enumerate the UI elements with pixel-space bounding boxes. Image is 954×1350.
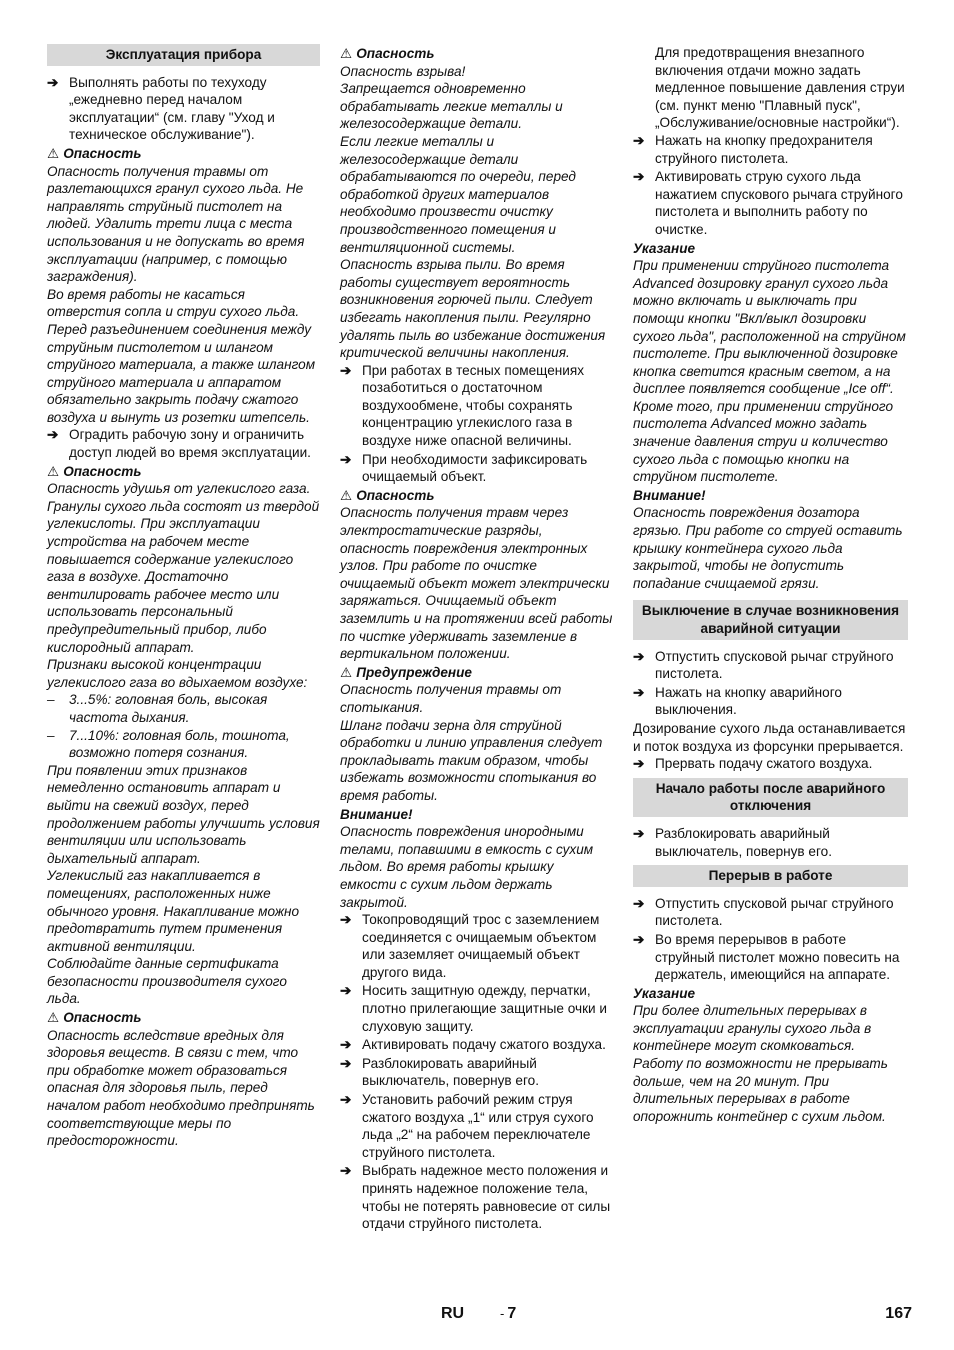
warning-title: ⚠ Предупреждение xyxy=(340,664,472,680)
list-item: ➔ Оградить рабочую зону и ограничить доступ людей во время эксплуатации. xyxy=(47,427,311,461)
note-title: Указание xyxy=(633,240,696,256)
list-item: ➔ При необходимости зафиксировать очищаемый объект. xyxy=(340,451,588,485)
warning-triangle-icon: ⚠ xyxy=(47,1010,60,1026)
warning-triangle-icon: ⚠ xyxy=(340,664,353,680)
warning-text: Опасность получения травмы от разлетающихся гранул сухого льда. Не направлять струйный пистолет на людей. Удалить трети лица с места использования и не допускать во время эксплуатации (например, с помощью заграждения). xyxy=(47,163,305,285)
arrow-right-icon: ➔ xyxy=(633,895,645,911)
warning-text: Если легкие металлы и железосодержащие детали обрабатываются по очереди, перед обработкой других материалов необходимо произвести очистку производственного помещения и вентиляционной системы. xyxy=(340,133,576,255)
warning-title: ⚠ Опасность xyxy=(47,1010,142,1026)
arrow-right-icon: ➔ xyxy=(340,1092,352,1108)
attention-text: Опасность повреждения инородными телами, попавшими в емкость с сухим льдом. Во время работы крышку емкости с сухим льдом держать закрытой. xyxy=(340,824,594,910)
warning-text: Опасность вследствие вредных для здоровья веществ. В связи с тем, что при обработке может образоваться опасная для здоровья пыль, перед началом работ необходимо предпринять соответствующие меры по предосторожности. xyxy=(47,1027,315,1149)
list-item: ➔ Нажать на кнопку предохранителя струйного пистолета. xyxy=(633,132,873,166)
list-item: ➔ Во время перерывов в работе струйный пистолет можно повесить на держатель, имеющийся на аппарате. xyxy=(633,931,900,983)
warning-text: Во время работы не касаться отверстия сопла и струи сухого льда. xyxy=(47,286,300,320)
list-item: ➔ Установить рабочий режим струя сжатого воздуха „1“ или струя сухого льда „2“ на рабочем переключателе струйного пистолета. xyxy=(340,1092,594,1160)
warning-triangle-icon: ⚠ xyxy=(47,463,60,479)
warning-text: Опасность получения травмы от спотыкания. xyxy=(340,682,562,715)
paragraph: Дозирование сухого льда останавливается и поток воздуха из форсунки прерывается. xyxy=(633,720,906,754)
attention-title: Внимание! xyxy=(633,487,706,503)
warning-text: Опасность взрыва! xyxy=(340,63,466,79)
paragraph: Для предотвращения внезапного включения отдачи можно задать медленное повышение давления струи (см. пункт меню "Плавный пуск", „Обслуживание/основные настройки“). xyxy=(655,45,905,131)
dash-item: – 3...5%: головная боль, высокая частота дыхания. xyxy=(47,692,268,725)
list-item: ➔ Выполнять работы по техуходу „ежедневно перед началом эксплуатации“ (см. главу "Уход и техническое обслуживание"). xyxy=(47,74,275,143)
warning-text: Опасность удушья от углекислого газа. Гранулы сухого льда состоят из твердой углекислоты. При эксплуатации устройства на рабочем месте повышается содержание углекислого газа в воздухе. Достаточно вентилировать рабочее место или использовать персональный предупредительный прибор, либо кислородный аппарат. xyxy=(47,481,320,655)
warning-text: Перед разъединением соединения между струйным пистолетом и шлангом струйного материала, а также шлангом струйного материала и аппаратом обязательно закрыть подачу сжатого воздуха и вынуть из розетки штепсель. xyxy=(47,321,316,425)
language-code: RU xyxy=(441,1305,465,1322)
list-item: ➔ Нажать на кнопку аварийного выключения. xyxy=(633,684,842,718)
warning-text: Соблюдайте данные сертификата безопасности производителя сухого льда. xyxy=(47,956,287,1007)
arrow-right-icon: ➔ xyxy=(340,1163,352,1179)
warning-text: Опасность взрыва пыли. Во время работы существует вероятность возникновения горючей пыли. Следует избегать накопления пыли. Регулярно удалять пыль во избежание достижения критической величины накопления. xyxy=(340,257,606,361)
list-item: ➔ При работах в тесных помещениях позаботиться о достаточном воздухообмене, чтобы сохранять концентрацию углекислого газа в воздухе ниже опасной величины. xyxy=(340,362,585,449)
attention-title: Внимание! xyxy=(340,806,413,822)
list-item: ➔ Активировать подачу сжатого воздуха. xyxy=(340,1037,606,1053)
arrow-right-icon: ➔ xyxy=(47,427,59,443)
page-number: 167 xyxy=(885,1305,912,1322)
warning-triangle-icon: ⚠ xyxy=(340,487,353,503)
section-heading: Перерыв в работе xyxy=(633,865,908,887)
note-text: Кроме того, при применении струйного пистолета Advanced можно задать значение давления струи и количество сухого льда с помощью кнопки на струйном пистолете. xyxy=(633,398,894,485)
column-3 xyxy=(633,44,908,1125)
arrow-right-icon: ➔ xyxy=(340,451,352,467)
warning-title: ⚠ Опасность xyxy=(47,463,142,479)
column-2 xyxy=(340,44,613,1234)
page-footer xyxy=(0,1305,954,1329)
list-item: ➔ Активировать струю сухого льда нажатием спускового рычага струйного пистолета и выполнить работу по очистке. xyxy=(633,169,903,237)
arrow-right-icon: ➔ xyxy=(340,983,352,999)
list-item: ➔ Отпустить спусковой рычаг струйного пистолета. xyxy=(633,895,894,929)
list-item: ➔ Прервать подачу сжатого воздуха. xyxy=(633,756,873,772)
warning-title: ⚠ Опасность xyxy=(47,145,142,161)
section-page: - 7 xyxy=(500,1305,517,1322)
section-heading: Выключение в случае возникновения аварийной ситуации xyxy=(633,600,908,639)
note-text: При применении струйного пистолета Advanced дозировку гранул сухого льда можно включать и выключать при помощи кнопки "Вкл/выкл дозировки сухого льда", расположенной на струйном пистолете. При выключенной дозировке кнопка светится красным светом, а на дисплее появляется сообщение „Ice off“. xyxy=(633,258,906,397)
arrow-right-icon: ➔ xyxy=(340,362,352,378)
arrow-right-icon: ➔ xyxy=(340,1055,352,1071)
warning-text: Углекислый газ накапливается в помещениях, расположенных ниже обычного уровня. Накапливание можно предотвратить путем применения активной вентиляции. xyxy=(47,868,300,954)
list-item: ➔ Носить защитную одежду, перчатки, плотно прилегающие защитные очки и слуховую защиту. xyxy=(340,983,607,1034)
arrow-right-icon: ➔ xyxy=(340,1037,352,1053)
warning-text: Шланг подачи зерна для струйной обработки и линию управления следует прокладывать таким образом, чтобы избежать возможности спотыкания во время работы. xyxy=(340,717,603,803)
list-item: ➔ Выбрать надежное место положения и принять надежное положение тела, чтобы не потерять равновесие от силы отдачи струйного пистолета. xyxy=(340,1163,611,1232)
note-title: Указание xyxy=(633,985,696,1001)
warning-text: Запрещается одновременно обрабатывать легкие металлы и железосодержащие детали. xyxy=(340,81,563,132)
arrow-right-icon: ➔ xyxy=(633,825,645,841)
list-item: ➔ Токопроводящий трос с заземлением соединяется с очищаемым объектом или заземляет очищаемый объект другого вида. xyxy=(340,912,600,980)
warning-text: Признаки высокой концентрации углекислого газа во вдыхаемом воздухе: xyxy=(47,657,308,690)
arrow-right-icon: ➔ xyxy=(633,756,645,772)
warning-title: ⚠ Опасность xyxy=(340,487,435,503)
warning-text: Опасность получения травм через электростатические разряды, опасность повреждения электронных узлов. При работе по очистке очищаемый объект может электрически заряжаться. Очищаемый объект заземлить и на протяжении всей работы по чистке удерживать заземление в вертикальном положении. xyxy=(340,505,613,662)
attention-text: Опасность повреждения дозатора грязью. При работе со струей оставить крышку контейнера сухого льда закрытой, чтобы не допустить попадание счищаемой грязи. xyxy=(633,505,903,591)
column-1 xyxy=(47,44,320,1150)
arrow-right-icon: ➔ xyxy=(633,169,645,185)
warning-text: При появлении этих признаков немедленно остановить аппарат и выйти на свежий воздух, перед продолжением работы улучшить условия вентиляции или использовать дыхательный аппарат. xyxy=(47,762,320,866)
list-item: ➔ Разблокировать аварийный выключатель, повернув его. xyxy=(340,1055,539,1089)
warning-triangle-icon: ⚠ xyxy=(340,46,353,61)
section-heading: Начало работы после аварийного отключения xyxy=(633,778,908,817)
arrow-right-icon: ➔ xyxy=(633,648,645,664)
note-text: При более длительных перерывах в эксплуатации гранулы сухого льда в контейнере могут скомковаться. Работу по возможности не прерывать дольше, чем на 20 минут. При длительных перерывах в работе опорожнить контейнер с сухим льдом. xyxy=(633,1003,888,1124)
arrow-right-icon: ➔ xyxy=(47,74,59,90)
arrow-right-icon: ➔ xyxy=(340,912,352,928)
arrow-right-icon: ➔ xyxy=(633,132,645,148)
section-heading: Эксплуатация прибора xyxy=(47,44,320,66)
list-item: ➔ Отпустить спусковой рычаг струйного пистолета. xyxy=(633,648,894,682)
list-item: ➔ Разблокировать аварийный выключатель, повернув его. xyxy=(633,825,832,859)
arrow-right-icon: ➔ xyxy=(633,931,645,947)
arrow-right-icon: ➔ xyxy=(633,684,645,700)
warning-title: ⚠ Опасность xyxy=(340,46,435,61)
dash-item: – 7...10%: головная боль, тошнота, возможно потеря сознания. xyxy=(47,727,290,761)
warning-triangle-icon: ⚠ xyxy=(47,145,60,161)
